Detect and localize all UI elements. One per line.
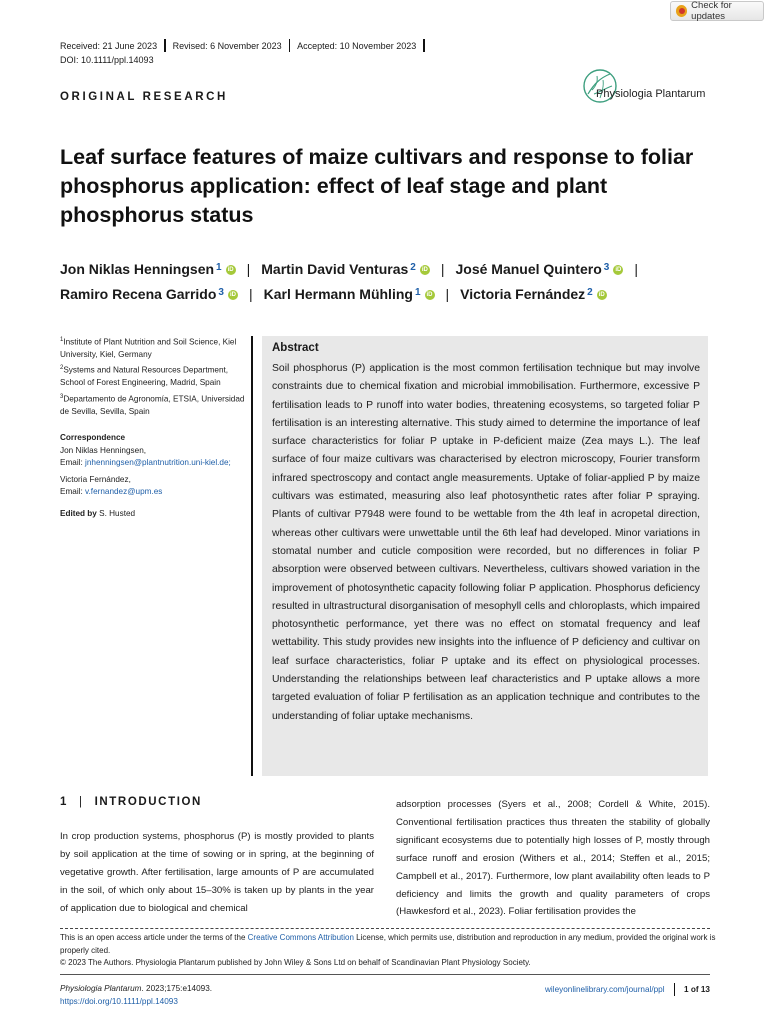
doi-link[interactable]: https://doi.org/10.1111/ppl.14093 [60, 996, 178, 1006]
correspondence-heading: Correspondence [60, 433, 126, 442]
citation-line [60, 983, 212, 996]
intro-paragraph-left: In crop production systems, phosphorus (P) is mostly provided to plants by soil application at the time of sowing or in spring, at the beginning of vegetative growth. After fertilisation, large amounts of P are accumulated in the soil, of which only about 15–30% is taken up by plants in the year of application due to biological and chemical [60, 831, 374, 914]
affiliation-text: Institute of Plant Nutrition and Soil Science, Kiel University, Kiel, Germany [60, 337, 237, 360]
email-label: Email: [60, 487, 86, 496]
orcid-icon[interactable]: iD [229, 291, 236, 298]
received-date: Received: 21 June 2023 [60, 40, 158, 51]
doi: DOI: 10.1111/ppl.14093 [60, 55, 154, 65]
author-divider: | [248, 286, 253, 302]
citation-block [60, 983, 212, 1008]
oa-text: This is an open access article under the terms of the [60, 933, 248, 942]
editor-name: S. Husted [96, 508, 136, 518]
author-divider: | [634, 261, 638, 277]
affiliation [60, 391, 245, 419]
orcid-icon[interactable]: iD [615, 266, 622, 273]
open-access-line [60, 932, 720, 957]
author-name[interactable]: Jon Niklas Henningsen [60, 261, 215, 277]
abstract-heading: Abstract [272, 342, 319, 354]
affiliation-text: Departamento de Agronomía, ETSIA, Universidad de Sevilla, Sevilla, Spain [60, 394, 245, 417]
author-affiliation-marker: 1 [216, 262, 222, 273]
correspondence-block [60, 432, 245, 520]
author-affiliation-marker: 2 [587, 287, 593, 298]
correspondence-name: Victoria Fernández, [60, 474, 131, 484]
check-updates-label: Check for updates [691, 0, 732, 22]
author-list [60, 257, 740, 307]
section-divider: | [79, 796, 84, 808]
accepted-date: Accepted: 10 November 2023 [297, 40, 417, 51]
author-name[interactable]: Victoria Fernández [460, 286, 586, 302]
abstract-text: Soil phosphorus (P) application is the most common fertilisation technique but may involve constraints due to chemical fixation and microbial immobilisation. Furthermore, excessive P fertilisation leads to P runoff into water bodies, threatening ecosystems, so targeted foliar P fertilisation is an interesting alternative. This study aimed to determine the importance of leaf surface characteristics for foliar P uptake in P-deficient maize (Zea mays L.). The leaf surface of four maize cultivars was characterised by electron microscopy, Fourier transform infrared spectroscopy and contact angle measurements. Uptake of foliar-applied P by maize cultivars was estimated, measuring also leaf photosynthetic rates after foliar P spraying. Plants of cultivar P7948 were found to be wettable from the 4th leaf in acropetal direction, whereas other cultivars were unwettable until the 6th leaf had developed. Minor variations in stomatal number and cuticle composition were recorded, but no differences in foliar P absorption were observed between cultivars. Nevertheless, cultivars showed variation in the improvement of photosynthetic capacity following foliar P application. Phosphorus deficiency resulted in ultrastructural disorganisation of mesophyll cells and chloroplasts, which impaired photosynthetic performance, yet there was no effect on stomatal frequency and leaf wettability. This study provides new insights into the influence of P deficiency and cultivar on leaf surface characteristics, foliar P uptake and its effect on physiological processes. Understanding the relationships between leaf characteristics and P uptake allows a more targeted evaluation of foliar P fertilisation as an application technique and contributes to the understanding of foliar uptake mechanisms. [272, 363, 700, 722]
journal-name: Physiologia Plantarum [596, 88, 706, 100]
email-label: Email: [60, 458, 86, 467]
author-name[interactable]: Karl Hermann Mühling [263, 286, 413, 302]
author-affiliation-marker: 3 [218, 287, 224, 298]
section-type-label: ORIGINAL RESEARCH [60, 91, 228, 103]
section-title: INTRODUCTION [94, 796, 202, 808]
footnote-divider [60, 928, 710, 929]
author-divider: | [246, 261, 251, 277]
column-divider [251, 336, 253, 776]
journal-site-link[interactable]: wileyonlinelibrary.com/journal/ppl [545, 985, 665, 994]
affiliation [60, 334, 245, 362]
orcid-icon[interactable]: iD [421, 266, 428, 273]
author-affiliation-marker: 1 [414, 287, 421, 298]
section-number: 1 [60, 796, 68, 808]
article-title: Leaf surface features of maize cultivars and response to foliar phosphorus application: effect of leaf stage and plant phosphorus status [60, 145, 694, 227]
affiliation [60, 362, 245, 390]
author-affiliation-marker: 2 [410, 262, 416, 273]
author-divider: | [445, 286, 450, 302]
edited-by [60, 508, 245, 521]
citation-journal: Physiologia Plantarum [60, 984, 142, 993]
affiliation-number: 2 [60, 365, 64, 371]
author-affiliation-marker: 3 [603, 262, 610, 273]
footer-divider [674, 983, 676, 996]
affiliation-text: Systems and Natural Resources Department, School of Forest Engineering, Madrid, Spain [60, 365, 229, 388]
intro-paragraph-right: adsorption processes (Syers et al., 2008; Cordell & White, 2015). Conventional fertilisation practices thus threaten the stability of globally significant ecosystems due to potentially high losses of P, mostly through surface runoff and erosion (Withers et al., 2014; Steffen et al., 2015; Campbell et al., 2017). Furthermore, low plant availability often leads to P deficiency and limits the growth and quality parameters of crops (Hawkesford et al., 2023). Foliar fertilisation provides the [396, 799, 710, 918]
date-divider [289, 39, 291, 52]
correspondence-email-row [60, 486, 245, 499]
oa-text: License, which permits use, distribution and reproduction in any medium, provided the original work is properly cited. [60, 933, 716, 955]
edited-by-label: Edited by [60, 508, 97, 518]
date-divider [164, 39, 166, 52]
affiliation-number: 1 [60, 337, 64, 343]
author-divider: | [440, 261, 445, 277]
check-for-updates-button[interactable] [670, 1, 764, 21]
date-divider [423, 39, 425, 52]
license-note [60, 932, 720, 970]
check-updates-icon [676, 5, 687, 17]
footer-rule [60, 974, 710, 975]
correspondence-email-row [60, 457, 245, 470]
author-name[interactable]: Martin David Venturas [261, 261, 409, 277]
email-link[interactable]: jnhenningsen@plantnutrition.uni-kiel.de; [85, 458, 231, 467]
article-dates [60, 39, 432, 52]
section-heading [60, 796, 202, 808]
orcid-icon[interactable]: iD [598, 291, 605, 298]
page-footer-right [545, 983, 710, 996]
email-link[interactable]: v.fernandez@upm.es [85, 487, 163, 496]
correspondence-name: Jon Niklas Henningsen, [60, 445, 147, 455]
page-number: 1 of 13 [684, 985, 710, 994]
orcid-icon[interactable]: iD [426, 291, 433, 298]
author-name[interactable]: José Manuel Quintero [455, 261, 602, 277]
author-name[interactable]: Ramiro Recena Garrido [60, 286, 217, 302]
license-link[interactable]: Creative Commons Attribution [247, 933, 354, 942]
revised-date: Revised: 6 November 2023 [172, 40, 282, 51]
affiliation-number: 3 [60, 394, 64, 400]
citation-details: . 2023;175:e14093. [141, 984, 213, 993]
copyright-line: © 2023 The Authors. Physiologia Plantarum published by John Wiley & Sons Ltd on behalf of Scandinavian Plant Physiology Society. [60, 958, 531, 967]
orcid-icon[interactable]: iD [227, 266, 234, 273]
